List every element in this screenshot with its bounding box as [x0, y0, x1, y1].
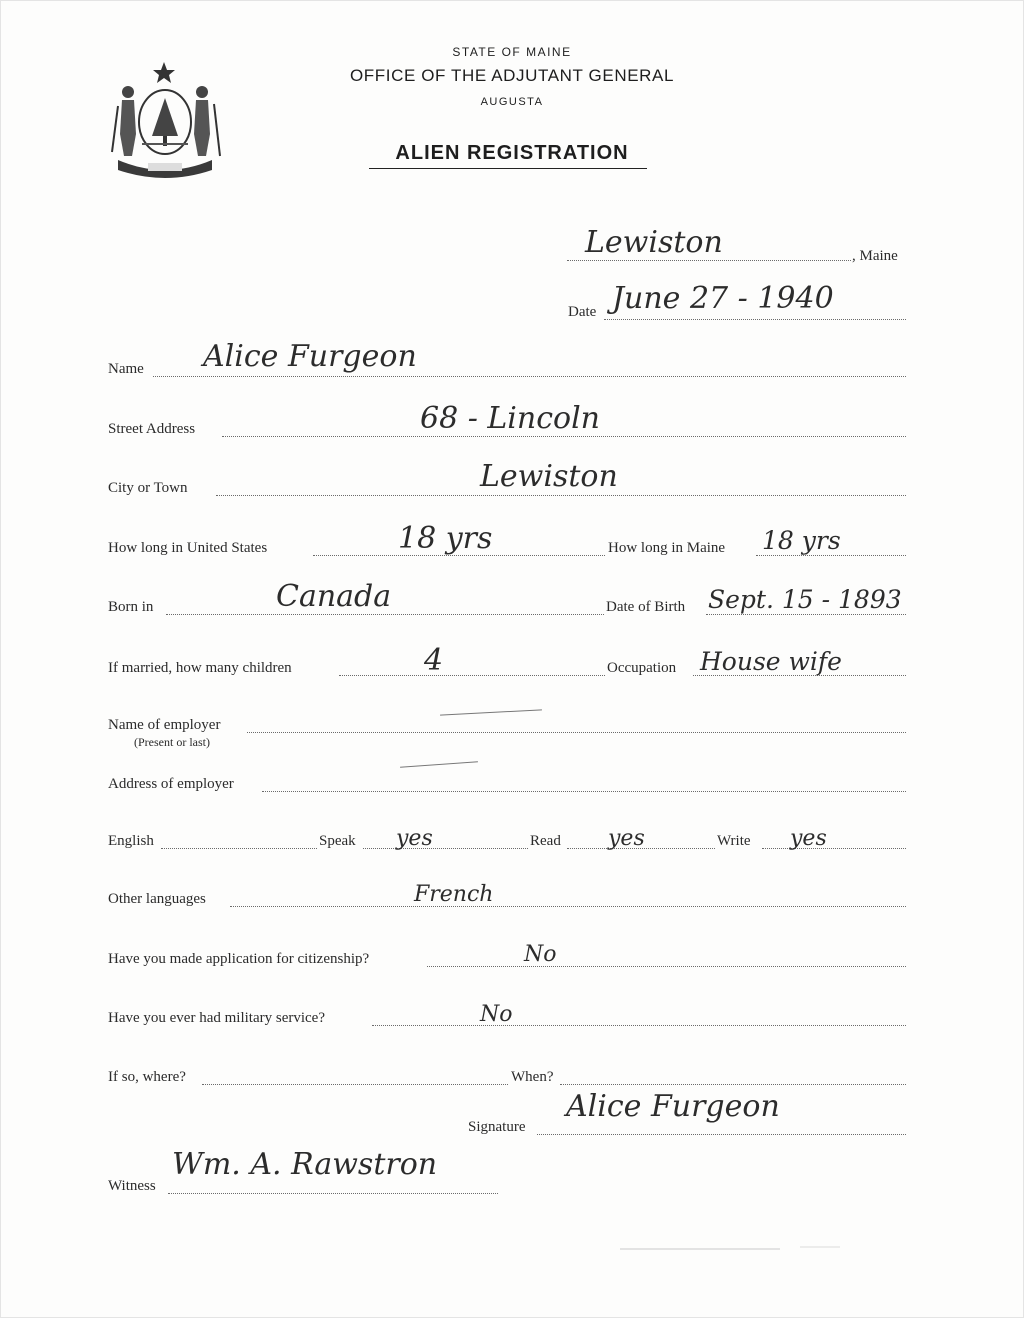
employer-address-dash — [400, 761, 478, 767]
street-address-value: 68 - Lincoln — [420, 401, 600, 436]
how-long-maine-line — [756, 555, 906, 556]
town-line — [567, 260, 851, 261]
speak-line — [363, 848, 528, 849]
speak-label: Speak — [319, 833, 356, 849]
date-line — [604, 319, 906, 320]
occupation-value: House wife — [700, 647, 842, 676]
name-value: Alice Furgeon — [203, 339, 417, 374]
other-languages-line — [230, 906, 906, 907]
employer-name-dash — [440, 709, 542, 715]
citizenship-value: No — [524, 942, 557, 967]
occupation-label: Occupation — [607, 660, 677, 676]
header-city: AUGUSTA — [480, 96, 544, 108]
header-state: STATE OF MAINE — [452, 45, 572, 59]
street-address-line — [222, 436, 906, 437]
children-label: If married, how many children — [108, 660, 292, 676]
speak-value: yes — [396, 826, 433, 851]
name-line — [153, 376, 906, 377]
employer-name-line — [247, 732, 906, 733]
children-line — [339, 675, 605, 676]
witness-label: Witness — [108, 1178, 156, 1194]
header-office: OFFICE OF THE ADJUTANT GENERAL — [349, 66, 675, 85]
employer-address-label: Address of employer — [108, 776, 234, 792]
date-of-birth-value: Sept. 15 - 1893 — [708, 585, 902, 614]
military-line — [372, 1025, 906, 1026]
military-value: No — [480, 1002, 513, 1027]
city-label: City or Town — [108, 480, 188, 496]
english-line — [161, 848, 317, 849]
how-long-maine-value: 18 yrs — [762, 526, 841, 555]
citizenship-line — [427, 966, 906, 967]
town-value: Lewiston — [585, 225, 723, 260]
if-so-where-label: If so, where? — [108, 1069, 186, 1085]
scan-mark — [800, 1246, 840, 1248]
signature-line — [537, 1134, 906, 1135]
born-in-value: Canada — [276, 579, 392, 614]
signature-value: Alice Furgeon — [566, 1089, 780, 1124]
maine-state-seal-icon — [108, 56, 226, 180]
when-line — [560, 1084, 906, 1085]
english-label: English — [108, 833, 154, 849]
how-long-maine-label: How long in Maine — [608, 540, 726, 556]
write-label: Write — [717, 833, 751, 849]
born-in-label: Born in — [108, 599, 154, 615]
employer-address-line — [262, 791, 906, 792]
signature-label: Signature — [468, 1119, 526, 1135]
witness-value: Wm. A. Rawstron — [172, 1147, 438, 1182]
write-value: yes — [790, 826, 827, 851]
other-languages-label: Other languages — [108, 891, 206, 907]
how-long-us-label: How long in United States — [108, 540, 268, 556]
scan-mark — [620, 1248, 780, 1250]
employer-name-label: Name of employer — [108, 717, 221, 733]
form-title: ALIEN REGISTRATION — [395, 142, 629, 164]
employer-name-note: (Present or last) — [134, 735, 210, 749]
date-label: Date — [568, 304, 597, 320]
city-line — [216, 495, 906, 496]
how-long-us-value: 18 yrs — [398, 521, 493, 556]
citizenship-label: Have you made application for citizenship? — [108, 951, 370, 967]
military-label: Have you ever had military service? — [108, 1010, 325, 1026]
other-languages-value: French — [414, 882, 494, 907]
title-underline — [369, 168, 647, 169]
date-of-birth-line — [706, 614, 906, 615]
born-in-line — [166, 614, 604, 615]
street-address-label: Street Address — [108, 421, 196, 437]
children-value: 4 — [424, 643, 444, 678]
witness-line — [168, 1193, 498, 1194]
write-line — [762, 848, 906, 849]
read-label: Read — [530, 833, 561, 849]
maine-label: , Maine — [852, 248, 898, 264]
if-so-where-line — [202, 1084, 508, 1085]
name-label: Name — [108, 361, 144, 377]
city-value: Lewiston — [480, 459, 618, 494]
date-of-birth-label: Date of Birth — [606, 599, 686, 615]
read-value: yes — [608, 826, 645, 851]
when-label: When? — [511, 1069, 554, 1085]
date-value: June 27 - 1940 — [612, 281, 834, 316]
